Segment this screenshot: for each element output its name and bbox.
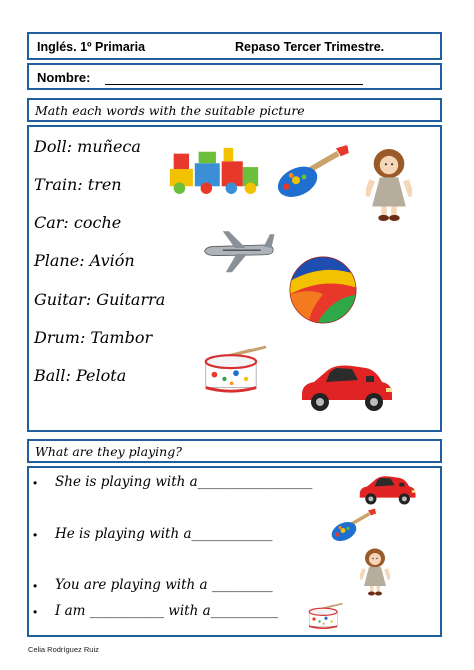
plane-icon[interactable] bbox=[200, 226, 276, 276]
vocab-doll: Doll: muñeca bbox=[34, 137, 141, 156]
exercise2-title: What are they playing? bbox=[35, 444, 182, 459]
name-fill-line[interactable] bbox=[105, 84, 363, 85]
worksheet-title: Inglés. 1º Primaria bbox=[37, 40, 146, 54]
vocab-guitar: Guitar: Guitarra bbox=[34, 290, 166, 309]
doll-icon bbox=[360, 546, 390, 598]
author-credit: Celia Rodríguez Ruiz bbox=[28, 645, 99, 654]
exercise2-title-box bbox=[27, 439, 442, 463]
vocab-plane: Plane: Avión bbox=[34, 251, 135, 270]
name-label: Nombre: bbox=[37, 70, 91, 85]
guitar-icon[interactable] bbox=[272, 142, 352, 204]
train-icon[interactable] bbox=[166, 138, 262, 200]
worksheet-subtitle: Repaso Tercer Trimestre. bbox=[235, 40, 385, 54]
vocab-car: Car: coche bbox=[34, 213, 122, 232]
name-box bbox=[27, 63, 442, 90]
bullet-icon: • bbox=[33, 528, 38, 542]
bullet-icon: • bbox=[33, 476, 38, 490]
car-icon[interactable] bbox=[296, 356, 396, 416]
sentence-2[interactable]: He is playing with a____________ bbox=[55, 526, 273, 542]
exercise1-title-box bbox=[27, 98, 442, 122]
sentence-1[interactable]: She is playing with a_________________ bbox=[55, 474, 313, 490]
guitar-icon bbox=[328, 506, 378, 546]
exercise1-title: Math each words with the suitable picture bbox=[35, 103, 305, 118]
header-box bbox=[27, 32, 442, 60]
car-icon bbox=[356, 470, 418, 508]
vocab-train: Train: tren bbox=[34, 175, 122, 194]
vocab-drum: Drum: Tambor bbox=[34, 328, 153, 347]
drum-icon[interactable] bbox=[200, 344, 272, 398]
drum-icon bbox=[306, 602, 346, 632]
sentence-3[interactable]: You are playing with a _________ bbox=[55, 577, 273, 593]
bullet-icon: • bbox=[33, 605, 38, 619]
ball-icon[interactable] bbox=[287, 254, 359, 326]
doll-icon[interactable] bbox=[366, 146, 412, 224]
sentence-4[interactable]: I am ___________ with a__________ bbox=[55, 603, 279, 619]
vocab-ball: Ball: Pelota bbox=[34, 366, 127, 385]
bullet-icon: • bbox=[33, 579, 38, 593]
